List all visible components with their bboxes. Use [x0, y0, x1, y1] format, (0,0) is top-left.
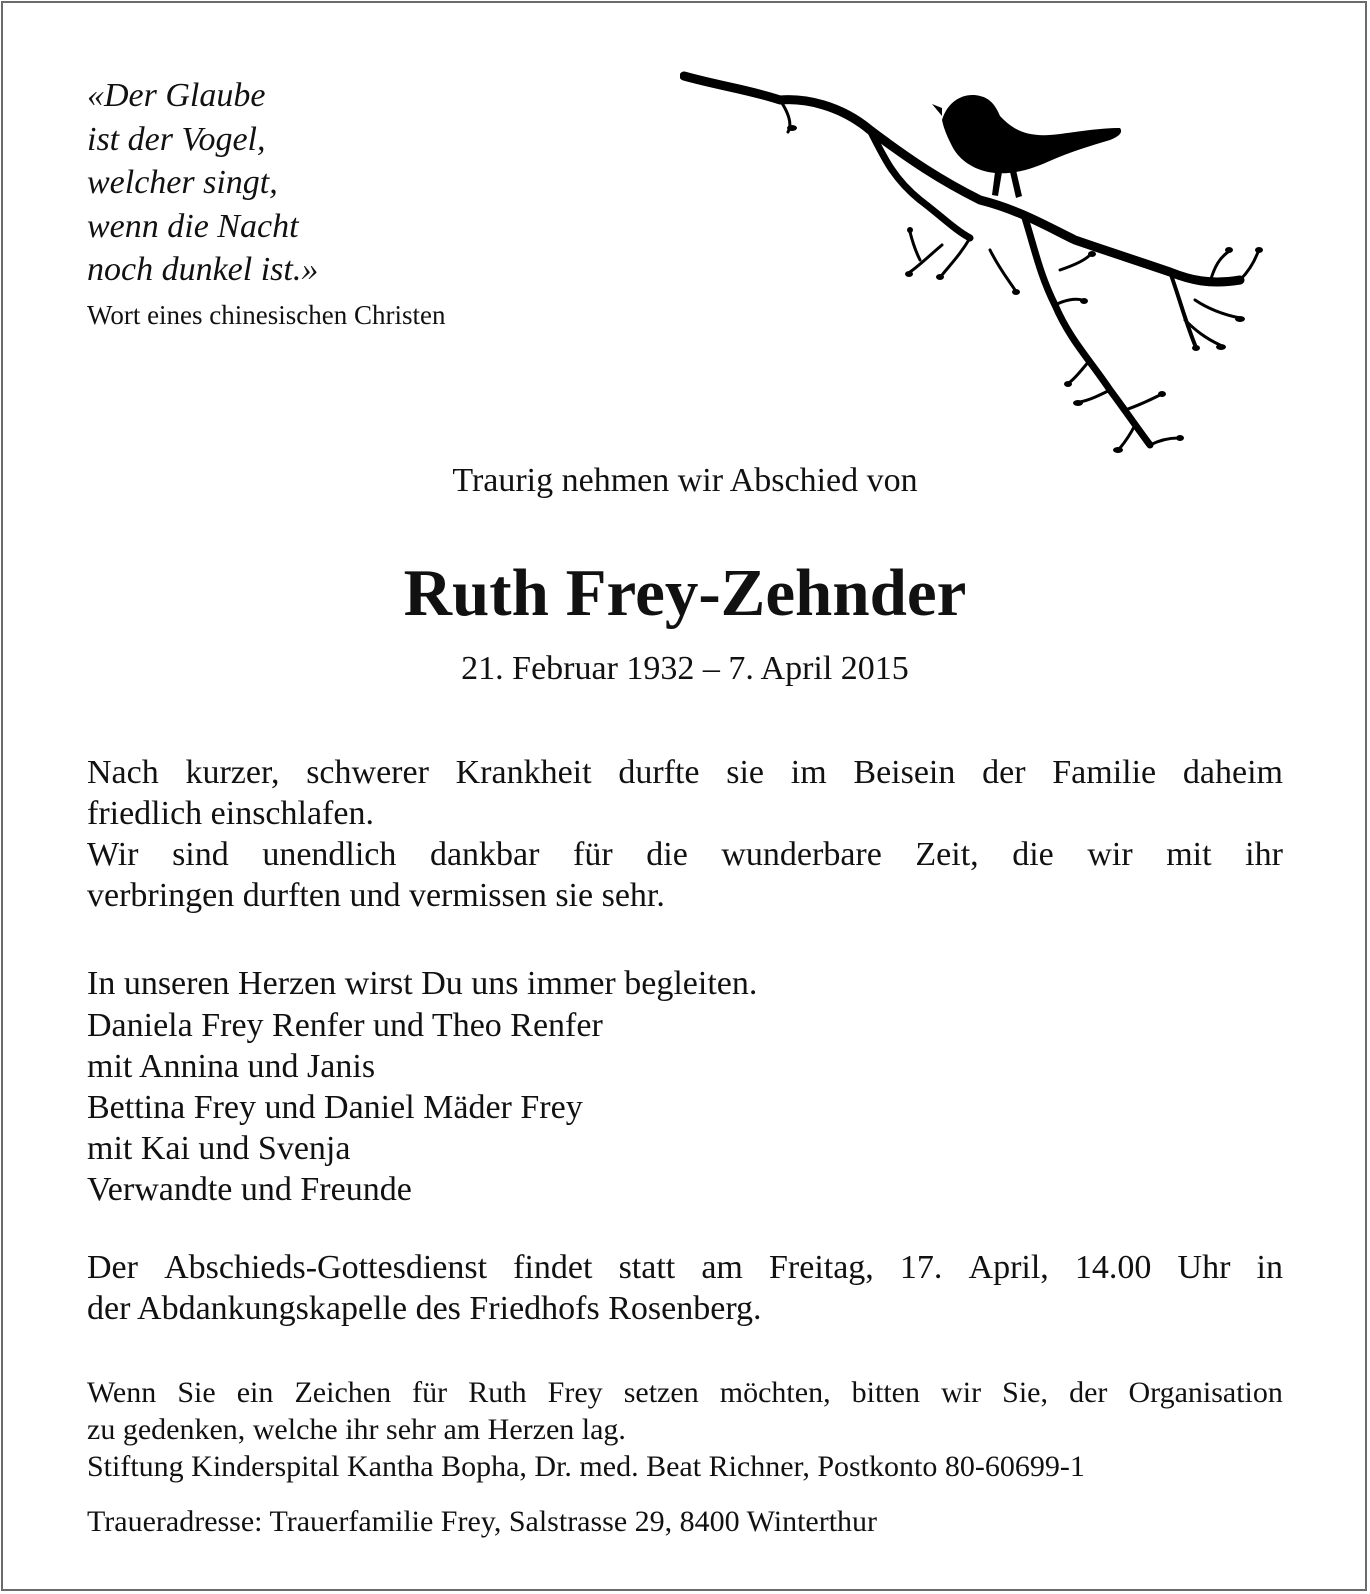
- word: Sie: [177, 1376, 216, 1409]
- word: am: [701, 1249, 743, 1286]
- word: der: [1069, 1376, 1108, 1409]
- word: Organisation: [1128, 1376, 1283, 1409]
- mourners-list: [87, 1005, 1283, 1210]
- motto-source: Wort eines chinesischen Christen: [87, 300, 446, 330]
- word: für: [573, 836, 613, 873]
- mourner-line: mit Annina und Janis: [87, 1048, 376, 1085]
- word: daheim: [1182, 754, 1283, 791]
- word: Abschieds-Gottesdienst: [164, 1249, 488, 1286]
- word: setzen: [623, 1376, 699, 1409]
- word: 17.: [899, 1249, 943, 1286]
- text-line: zu gedenken, welche ihr sehr am Herzen lag.: [87, 1413, 626, 1446]
- word: wir: [1087, 836, 1133, 873]
- word: die: [1012, 836, 1054, 873]
- word: durfte: [618, 754, 700, 791]
- word: möchten,: [719, 1376, 831, 1409]
- closing-line: In unseren Herzen wirst Du uns immer begleiten.: [87, 965, 758, 1002]
- word: Freitag,: [769, 1249, 874, 1286]
- service-info: [87, 1247, 1283, 1329]
- motto-line: ist der Vogel,: [87, 120, 266, 158]
- word: kurzer,: [185, 754, 280, 791]
- mourner-line: Daniela Frey Renfer und Theo Renfer: [87, 1007, 603, 1044]
- mourner-line: Verwandte und Freunde: [87, 1171, 412, 1208]
- word: Frey: [547, 1376, 603, 1409]
- word: April,: [968, 1249, 1049, 1286]
- motto-line: noch dunkel ist.»: [87, 251, 319, 288]
- word: der: [982, 754, 1026, 791]
- word: 14.00: [1074, 1249, 1152, 1286]
- word: ihr: [1245, 836, 1283, 873]
- text-line: Stiftung Kinderspital Kantha Bopha, Dr. med. Beat Richner, Postkonto 80-60699-1: [87, 1450, 1085, 1483]
- word: Zeichen: [294, 1376, 392, 1409]
- motto-quote: [87, 74, 318, 292]
- word: die: [646, 836, 688, 873]
- mourner-line: mit Kai und Svenja: [87, 1130, 351, 1167]
- word: findet: [513, 1249, 593, 1286]
- word: Familie: [1052, 754, 1157, 791]
- word: wunderbare: [721, 836, 882, 873]
- word: sie: [726, 754, 765, 791]
- life-dates: 21. Februar 1932 – 7. April 2015: [461, 650, 909, 687]
- word: Wenn: [87, 1376, 157, 1409]
- mourning-address: Traueradresse: Trauerfamilie Frey, Salstrasse 29, 8400 Winterthur: [87, 1505, 878, 1538]
- word: ein: [236, 1376, 274, 1409]
- text-line: verbringen durften und vermissen sie sehr.: [87, 877, 665, 914]
- motto-line: «Der Glaube: [87, 77, 266, 114]
- mourner-line: Bettina Frey und Daniel Mäder Frey: [87, 1089, 583, 1126]
- justified-line: [87, 1374, 1283, 1411]
- word: statt: [618, 1249, 676, 1286]
- word: schwerer: [306, 754, 429, 791]
- word: in: [1256, 1249, 1283, 1286]
- word: im: [790, 754, 827, 791]
- deceased-name: Ruth Frey-Zehnder: [403, 556, 967, 630]
- condolence-paragraph: [87, 752, 1283, 916]
- word: Sie,: [1002, 1376, 1048, 1409]
- word: Krankheit: [455, 754, 592, 791]
- intro-text: Traurig nehmen wir Abschied von: [452, 462, 918, 499]
- word: Zeit,: [915, 836, 979, 873]
- word: sind: [172, 836, 229, 873]
- word: bitten: [851, 1376, 920, 1409]
- word: mit: [1166, 836, 1212, 873]
- word: unendlich: [262, 836, 397, 873]
- donation-info: [87, 1374, 1283, 1485]
- text-line: der Abdankungskapelle des Friedhofs Rosenberg.: [87, 1290, 762, 1327]
- motto-line: wenn die Nacht: [87, 207, 299, 245]
- text-line: friedlich einschlafen.: [87, 795, 374, 832]
- justified-line: [87, 752, 1283, 793]
- word: Uhr: [1177, 1249, 1231, 1286]
- word: Beisein: [853, 754, 956, 791]
- word: dankbar: [429, 836, 540, 873]
- motto-line: welcher singt,: [87, 164, 278, 201]
- word: Ruth: [468, 1376, 527, 1409]
- justified-line: [87, 1247, 1283, 1288]
- word: Der: [87, 1249, 138, 1286]
- word: Nach: [87, 754, 159, 791]
- word: wir: [941, 1376, 982, 1409]
- word: für: [412, 1376, 448, 1409]
- bird-on-branch-icon: [680, 60, 1280, 470]
- word: Wir: [87, 836, 139, 873]
- justified-line: [87, 834, 1283, 875]
